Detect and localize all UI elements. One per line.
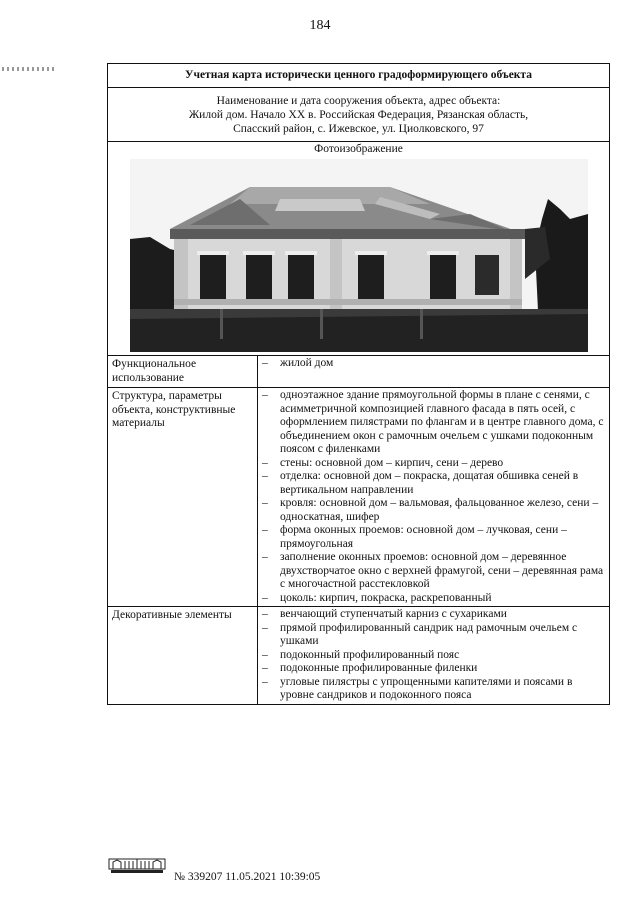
- dash-marker: –: [262, 551, 268, 563]
- document-number: № 339207 11.05.2021 10:39:05: [174, 871, 321, 883]
- dash-marker: –: [262, 675, 268, 688]
- table-row: [108, 607, 609, 704]
- building-photo: [130, 159, 588, 352]
- list-item: – прямой профилированный сандрик над рамочным очельем с ушками: [262, 621, 578, 647]
- dash-marker: –: [262, 621, 268, 634]
- list-item: – заполнение оконных проемов: основной дом – деревянное двухстворчатое окно с верхней фрамугой, сени – деревянная рама с многочастной расстекловкой: [262, 551, 604, 590]
- dash-marker: –: [262, 456, 268, 469]
- building-photo-image: [130, 159, 588, 352]
- row-label-structure: Структура, параметры объекта, конструктивные материалы: [108, 388, 258, 606]
- list-item: – стены: основной дом – кирпич, сени – дерево: [262, 456, 504, 469]
- name-line-1: Жилой дом. Начало XX в. Российская Федерация, Рязанская область,: [188, 109, 529, 121]
- card-title: Учетная карта исторически ценного градоформирующего объекта: [108, 64, 609, 88]
- name-label: Наименование и дата сооружения объекта, адрес объекта:: [216, 95, 501, 107]
- table-row: [108, 356, 609, 388]
- list-item: – отделка: основной дом – покраска, дощатая обшивка сеней в вертикальном направлении: [262, 470, 579, 496]
- name-line-2: Спасский район, с. Ижевское, ул. Циолковского, 97: [233, 123, 484, 135]
- name-block: [108, 88, 609, 142]
- dash-marker: –: [262, 608, 268, 620]
- row-label-function: Функциональное использование: [108, 356, 258, 387]
- record-card: [107, 63, 610, 705]
- photo-label: Фотоизображение: [314, 143, 403, 155]
- table-row: [108, 388, 609, 607]
- photo-block: [108, 142, 609, 356]
- dash-marker: –: [262, 662, 268, 674]
- dash-marker: –: [262, 470, 268, 482]
- list-item: – форма оконных проемов: основной дом – лучковая, сени – прямоугольная: [262, 524, 567, 550]
- dash-marker: –: [262, 357, 268, 369]
- list-item: – жилой дом: [262, 357, 334, 369]
- row-label-decor: Декоративные элементы: [108, 607, 258, 704]
- row-items-function: [258, 356, 609, 387]
- page-number: 184: [309, 18, 331, 33]
- dash-marker: –: [262, 648, 268, 661]
- dash-marker: –: [262, 524, 268, 536]
- dash-marker: –: [262, 497, 268, 509]
- list-item: – подоконные профилированные филенки: [262, 662, 478, 674]
- row-items-decor: [258, 607, 609, 704]
- list-item: – цоколь: кирпич, покраска, раскрепованный: [262, 591, 492, 604]
- scan-artifact: [2, 67, 54, 71]
- list-item: – венчающий ступенчатый карниз с сухариками: [262, 608, 507, 620]
- row-items-structure: [258, 388, 609, 606]
- official-stamp-icon: [107, 856, 167, 874]
- dash-marker: –: [262, 591, 268, 604]
- list-item: – одноэтажное здание прямоугольной формы в плане с сенями, с асимметричной композицией главного фасада в пять осей, с оформлением пилястрами по флангам и в центре главного дома, с объединением окон с рамочным очельем с ушками подоконным поясом с филенками: [262, 389, 604, 455]
- dash-marker: –: [262, 389, 268, 401]
- list-item: – угловые пилястры с упрощенными капителями и поясами в уровне сандриков и подоконного пояса: [262, 675, 573, 701]
- list-item: – кровля: основной дом – вальмовая, фальцованное железо, сени – односкатная, шифер: [262, 497, 599, 523]
- list-item: – подоконный профилированный пояс: [262, 648, 460, 661]
